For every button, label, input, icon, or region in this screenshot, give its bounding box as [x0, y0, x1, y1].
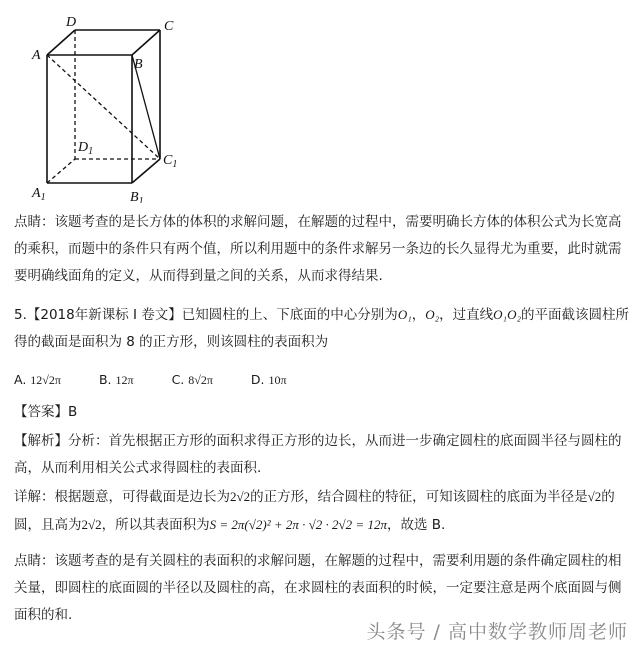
diagonal-a-c1: [47, 55, 160, 159]
label-b: B: [134, 57, 143, 72]
edge-a-d: [47, 30, 75, 55]
label-c1: $C_1$: [163, 153, 178, 170]
answer-line: 【答案】B: [14, 404, 78, 420]
cuboid-figure: [30, 8, 190, 203]
cuboid-diagram: [30, 8, 190, 203]
question-5-prefix: 5.【2018年新课标 I 卷文】已知圆柱的上、下底面的中心分别为: [14, 307, 398, 323]
choice-a[interactable]: A. 12√2π: [14, 372, 61, 387]
math-height: 2√2: [81, 517, 102, 532]
choices-row: [14, 366, 630, 394]
choice-c[interactable]: C. 8√2π: [171, 372, 213, 387]
comment-paragraph-1: 点睛：该题考查的是长方体的体积的求解问题，在解题的过程中，需要明确长方体的体积公式为长宽高的乘积，而题中的条件只有两个值，所以利用题中的条件求解另一条边的长久显得尤为重要，此时就需要明确线面角的定义，从而得到量之间的关系，从而求得结果.: [14, 214, 622, 284]
math-surface-area: S = 2π(√2)² + 2π · √2 · 2√2 = 12π: [209, 517, 387, 532]
question-5-comma: ，: [411, 307, 426, 323]
question-5-mid: ，过直线: [439, 307, 494, 323]
label-b1: $B_1$: [130, 190, 144, 203]
edge-b-c: [132, 30, 160, 55]
label-a: A: [32, 48, 41, 63]
label-c: C: [164, 19, 174, 34]
hidden-edge-a1-d1: [47, 159, 75, 183]
question-5-rest: 的平面截该圆柱所得的截面是面积为 8 的正方形，则该圆柱的表面积为: [14, 307, 629, 350]
math-radius: √2: [587, 489, 602, 504]
math-side: 2√2: [230, 489, 251, 504]
edge-b1-c1: [132, 159, 160, 183]
analysis-paragraph: 【解析】分析：首先根据正方形的面积求得正方形的边长，从而进一步确定圆柱的底面圆半径与圆柱的高，从而利用相关公式求得圆柱的表面积.: [14, 433, 622, 476]
choice-b[interactable]: B. 12π: [98, 372, 134, 387]
label-d: D: [66, 15, 77, 30]
math-o1: O₁: [397, 307, 412, 322]
label-d1: $D_1$: [78, 140, 94, 157]
comment-paragraph-2: 点睛：该题考查的是有关圆柱的表面积的求解问题，在解题的过程中，需要利用题的条件确定圆柱的相关量，即圆柱的底面圆的半径以及圆柱的高，在求圆柱的表面积的时候，一定要注意是两个底面圆与侧面积的和.: [14, 553, 622, 623]
label-a1: $A_1$: [32, 186, 46, 203]
detail-paragraph: 详解：根据题意，可得截面是边长为2√2的正方形，结合圆柱的特征，可知该圆柱的底面为半径是√2的圆，且高为2√2，所以其表面积为S = 2π(√2)² + 2π · √2 · 2√2 = 12π，故选 B.: [14, 489, 615, 533]
choice-d[interactable]: D. 10π: [250, 372, 287, 387]
math-o1o2: O₁O₂: [493, 307, 521, 322]
question-5: [14, 301, 630, 356]
watermark: 头条号 / 高中数学教师周老师: [366, 621, 628, 643]
math-o2: O₂: [425, 307, 440, 322]
